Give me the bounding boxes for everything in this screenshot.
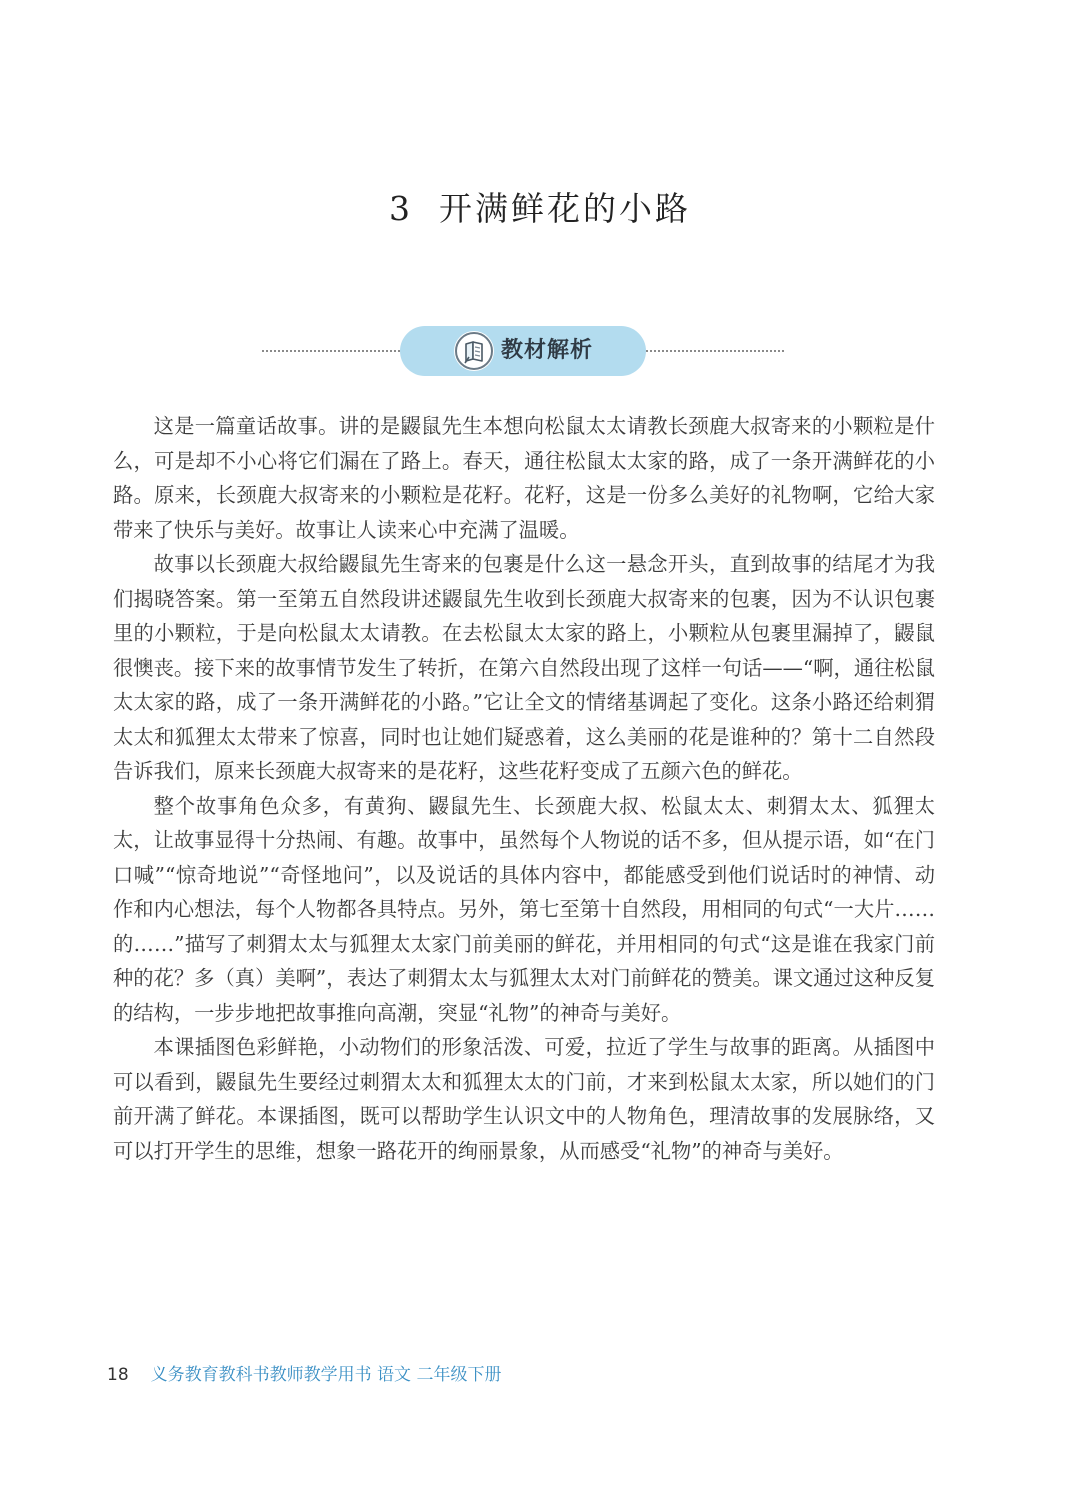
lesson-title <box>0 183 1080 230</box>
section-header <box>262 326 784 376</box>
paragraph: 本课插图色彩鲜艳，小动物们的形象活泼、可爱，拉近了学生与故事的距离。从插图中可以看到，鼹鼠先生要经过刺猬太太和狐狸太太的门前，才来到松鼠太太家，所以她们的门前开满了鲜花。本课插图，既可以帮助学生认识文中的人物角色，理清故事的发展脉络，又可以打开学生的思维，想象一路花开的绚丽景象，从而感受“礼物”的神奇与美好。 <box>113 1035 935 1163</box>
page-number: 18 <box>107 1365 129 1385</box>
lesson-number: 3 <box>389 189 413 228</box>
book-title: 义务教育教科书教师教学用书 语文 二年级下册 <box>150 1365 502 1385</box>
dotted-divider-left <box>262 350 400 352</box>
paragraph: 故事以长颈鹿大叔给鼹鼠先生寄来的包裹是什么这一悬念开头，直到故事的结尾才为我们揭晓答案。第一至第五自然段讲述鼹鼠先生收到长颈鹿大叔寄来的包裹，因为不认识包裹里的小颗粒，于是向松鼠太太请教。在去松鼠太太家的路上，小颗粒从包裹里漏掉了，鼹鼠很懊丧。接下来的故事情节发生了转折，在第六自然段出现了这样一句话——“啊，通往松鼠太太家的路，成了一条开满鲜花的小路。”它让全文的情绪基调起了变化。这条小路还给刺猬太太和狐狸太太带来了惊喜，同时也让她们疑惑着，这么美丽的花是谁种的？第十二自然段告诉我们，原来长颈鹿大叔寄来的是花籽，这些花籽变成了五颜六色的鲜花。 <box>113 552 935 783</box>
dotted-divider-right <box>646 350 784 352</box>
lesson-title-text: 开满鲜花的小路 <box>439 189 691 228</box>
section-label: 教材解析 <box>501 338 594 363</box>
page-footer <box>107 1362 501 1388</box>
paragraph: 这是一篇童话故事。讲的是鼹鼠先生本想向松鼠太太请教长颈鹿大叔寄来的小颗粒是什么，可是却不小心将它们漏在了路上。春天，通往松鼠太太家的路，成了一条开满鲜花的小路。原来，长颈鹿大叔寄来的小颗粒是花籽。花籽，这是一份多么美好的礼物啊，它给大家带来了快乐与美好。故事让人读来心中充满了温暖。 <box>113 414 935 542</box>
section-pill <box>400 326 646 376</box>
paragraph: 整个故事角色众多，有黄狗、鼹鼠先生、长颈鹿大叔、松鼠太太、刺猬太太、狐狸太太，让故事显得十分热闹、有趣。故事中，虽然每个人物说的话不多，但从提示语，如“在门口喊”“惊奇地说”“奇怪地问”，以及说话的具体内容中，都能感受到他们说话时的神情、动作和内心想法，每个人物都各具特点。另外，第七至第十自然段，用相同的句式“一大片……的……”描写了刺猬太太与狐狸太太家门前美丽的鲜花，并用相同的句式“这是谁在我家门前种的花？多（真）美啊”，表达了刺猬太太与狐狸太太对门前鲜花的赞美。课文通过这种反复的结构，一步步地把故事推向高潮，突显“礼物”的神奇与美好。 <box>113 793 935 1025</box>
book-icon <box>454 331 494 371</box>
analysis-body <box>113 409 935 1168</box>
